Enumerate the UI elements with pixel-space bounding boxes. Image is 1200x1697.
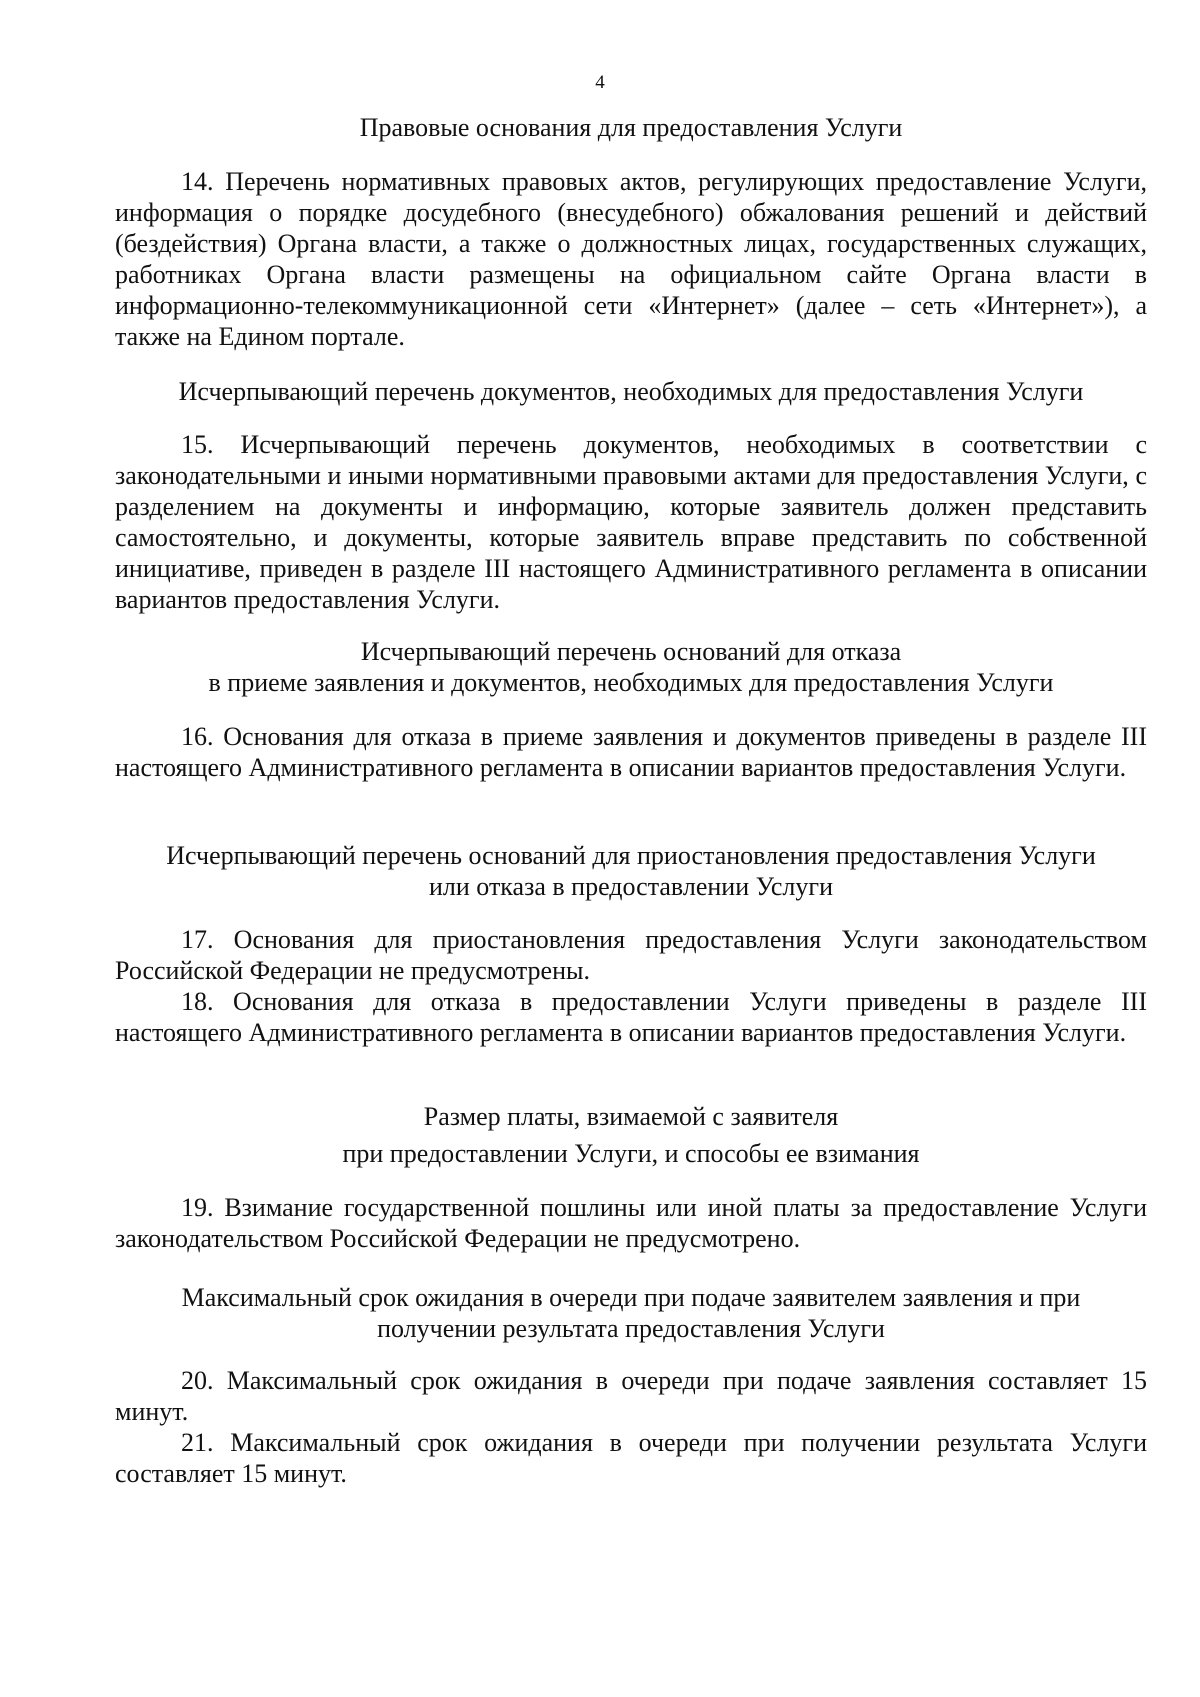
heading-line: получении результата предоставления Услуги <box>377 1314 885 1343</box>
paragraph-14: 14. Перечень нормативных правовых актов, регулирующих предоставление Услуги, информация о порядке досудебного (внесудебного) обжалования решений и действий (бездействия) Органа власти, а также о должностных лицах, государственных служащих, работниках Органа власти размещены на официальном сайте Органа власти в информационно-телекоммуникационной сети «Интернет» (далее – сеть «Интернет»), а также на Едином портале. <box>115 167 1147 351</box>
section-heading-refusal-reception <box>115 636 1147 698</box>
section-heading-suspension <box>115 840 1147 902</box>
heading-line: Исчерпывающий перечень оснований для приостановления предоставления Услуги <box>166 841 1096 870</box>
heading-line: или отказа в предоставлении Услуги <box>428 872 833 901</box>
paragraph-21: 21. Максимальный срок ожидания в очереди при получении результата Услуги составляет 15 минут. <box>115 1428 1147 1488</box>
paragraph-19: 19. Взимание государственной пошлины или иной платы за предоставление Услуги законодательством Российской Федерации не предусмотрено. <box>115 1193 1147 1253</box>
paragraph-16: 16. Основания для отказа в приеме заявления и документов приведены в разделе III настоящего Административного регламента в описании вариантов предоставления Услуги. <box>115 722 1147 782</box>
section-heading-fee <box>115 1098 1147 1172</box>
section-heading-legal-basis: Правовые основания для предоставления Услуги <box>359 113 903 142</box>
heading-line: в приеме заявления и документов, необходимых для предоставления Услуги <box>208 668 1054 697</box>
page-number: 4 <box>595 72 605 93</box>
paragraph-18: 18. Основания для отказа в предоставлении Услуги приведены в разделе III настоящего Административного регламента в описании вариантов предоставления Услуги. <box>115 987 1147 1047</box>
paragraph-15: 15. Исчерпывающий перечень документов, необходимых в соответствии с законодательными и иными нормативными правовыми актами для предоставления Услуги, с разделением на документы и информацию, которые заявитель должен представить самостоятельно, и документы, которые заявитель вправе представить по собственной инициативе, приведен в разделе III настоящего Административного регламента в описании вариантов предоставления Услуги. <box>115 430 1147 614</box>
paragraph-20: 20. Максимальный срок ожидания в очереди при подаче заявления составляет 15 минут. <box>115 1366 1147 1426</box>
paragraph-17: 17. Основания для приостановления предоставления Услуги законодательством Российской Федерации не предусмотрены. <box>115 925 1147 985</box>
section-heading-queue-time <box>115 1282 1147 1344</box>
heading-line: при предоставлении Услуги, и способы ее взимания <box>342 1139 920 1168</box>
heading-line: Максимальный срок ожидания в очереди при подаче заявителем заявления и при <box>181 1283 1081 1312</box>
heading-line: Исчерпывающий перечень оснований для отказа <box>360 637 902 666</box>
section-heading-documents: Исчерпывающий перечень документов, необходимых для предоставления Услуги <box>178 377 1084 406</box>
heading-line: Размер платы, взимаемой с заявителя <box>423 1102 839 1131</box>
